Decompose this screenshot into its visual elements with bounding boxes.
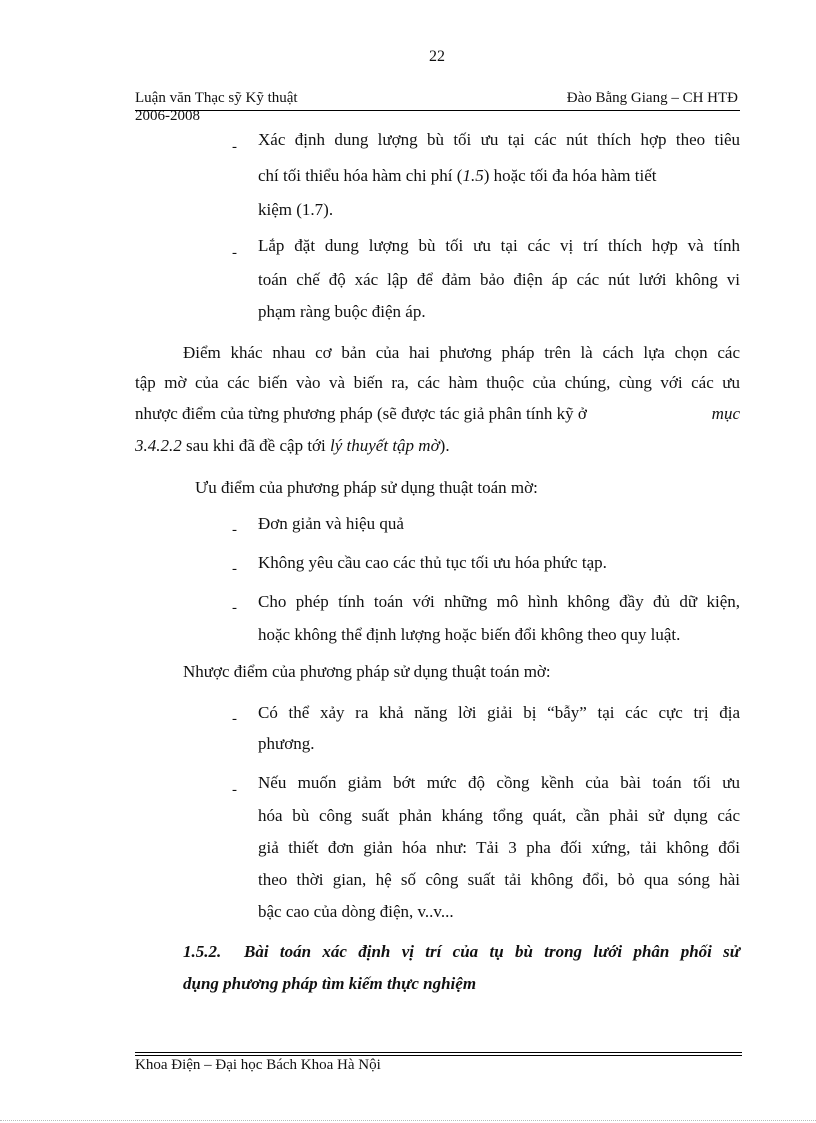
para-line1: Điểm khác nhau cơ bản của hai phương pháp trên là cách lựa chọn các xyxy=(183,343,740,362)
disadvantage-item-2-line5: bậc cao của dòng điện, v..v... xyxy=(258,902,454,921)
bullet2-line2: toán chế độ xác lập để đảm bảo điện áp các nút lưới không vi xyxy=(258,270,740,289)
page-number: 22 xyxy=(429,48,445,65)
header-years: 2006-2008 xyxy=(135,108,200,124)
bullet2-line3: phạm ràng buộc điện áp. xyxy=(258,302,426,321)
para-line4: 3.4.2.2 sau khi đã đề cập tới lý thuyết tập mờ). xyxy=(135,436,450,455)
section-title-line1: Bài toán xác định vị trí của tụ bù trong lưới phân phối sử xyxy=(244,942,740,961)
header-thesis-title: Luận văn Thạc sỹ Kỹ thuật xyxy=(135,90,298,106)
advantages-heading: Ưu điểm của phương pháp sử dụng thuật toán mờ: xyxy=(195,478,538,497)
bullet-marker: - xyxy=(232,245,237,261)
bullet-marker: - xyxy=(232,711,237,727)
disadvantages-heading: Nhược điểm của phương pháp sử dụng thuật toán mờ: xyxy=(183,662,551,681)
disadvantage-item-1-line2: phương. xyxy=(258,734,315,753)
header-divider xyxy=(135,110,740,111)
section-number: 1.5.2. xyxy=(183,942,222,961)
section-title-line2: dụng phương pháp tìm kiếm thực nghiệm xyxy=(183,974,477,993)
footer-divider xyxy=(135,1052,742,1053)
advantage-item-1: Đơn giản và hiệu quả xyxy=(258,514,404,533)
disadvantage-item-2-line2: hóa bù công suất phản kháng tổng quát, cần phải sử dụng các xyxy=(258,806,740,825)
bullet-marker: - xyxy=(232,782,237,798)
header-author: Đào Bằng Giang – CH HTĐ xyxy=(566,90,738,106)
para-line3: nhược điểm của từng phương pháp (sẽ được tác giả phân tính kỹ ở mục xyxy=(135,404,740,423)
bullet2-line1: Lắp đặt dung lượng bù tối ưu tại các vị trí thích hợp và tính xyxy=(258,236,740,255)
para-line2: tập mờ của các biến vào và biến ra, các hàm thuộc của chúng, cùng với các ưu xyxy=(135,373,740,392)
bullet-marker: - xyxy=(232,139,237,155)
bullet-marker: - xyxy=(232,561,237,577)
bullet-marker: - xyxy=(232,522,237,538)
disadvantage-item-2-line3: giả thiết đơn giản hóa như: Tải 3 pha đối xứng, tải không đổi xyxy=(258,838,740,857)
advantage-item-2: Không yêu cầu cao các thủ tục tối ưu hóa phức tạp. xyxy=(258,553,607,572)
bullet1-line2 xyxy=(258,166,740,186)
advantage-item-3-line2: hoặc không thể định lượng hoặc biến đổi không theo quy luật. xyxy=(258,625,681,644)
advantage-item-3-line1: Cho phép tính toán với những mô hình không đầy đủ dữ kiện, xyxy=(258,592,740,611)
disadvantage-item-2-line4: theo thời gian, hệ số công suất tải không đổi, bỏ qua sóng hài xyxy=(258,870,740,889)
bullet1-line1: Xác định dung lượng bù tối ưu tại các nút thích hợp theo tiêu xyxy=(258,130,740,149)
bullet1-line2-a: chí tối thiểu hóa hàm chi phí (1.5) hoặc tối đa hóa hàm tiết xyxy=(258,166,657,185)
footer-institution: Khoa Điện – Đại học Bách Khoa Hà Nội xyxy=(135,1057,381,1073)
disadvantage-item-1-line1: Có thể xảy ra khả năng lời giải bị “bẫy” tại các cực trị địa xyxy=(258,703,740,722)
page-bottom-border xyxy=(0,1120,816,1121)
footer-divider xyxy=(135,1055,742,1056)
disadvantage-item-2-line1: Nếu muốn giảm bớt mức độ cồng kềnh của bài toán tối ưu xyxy=(258,773,740,792)
bullet1-line3: kiệm (1.7). xyxy=(258,200,334,219)
bullet-marker: - xyxy=(232,600,237,616)
